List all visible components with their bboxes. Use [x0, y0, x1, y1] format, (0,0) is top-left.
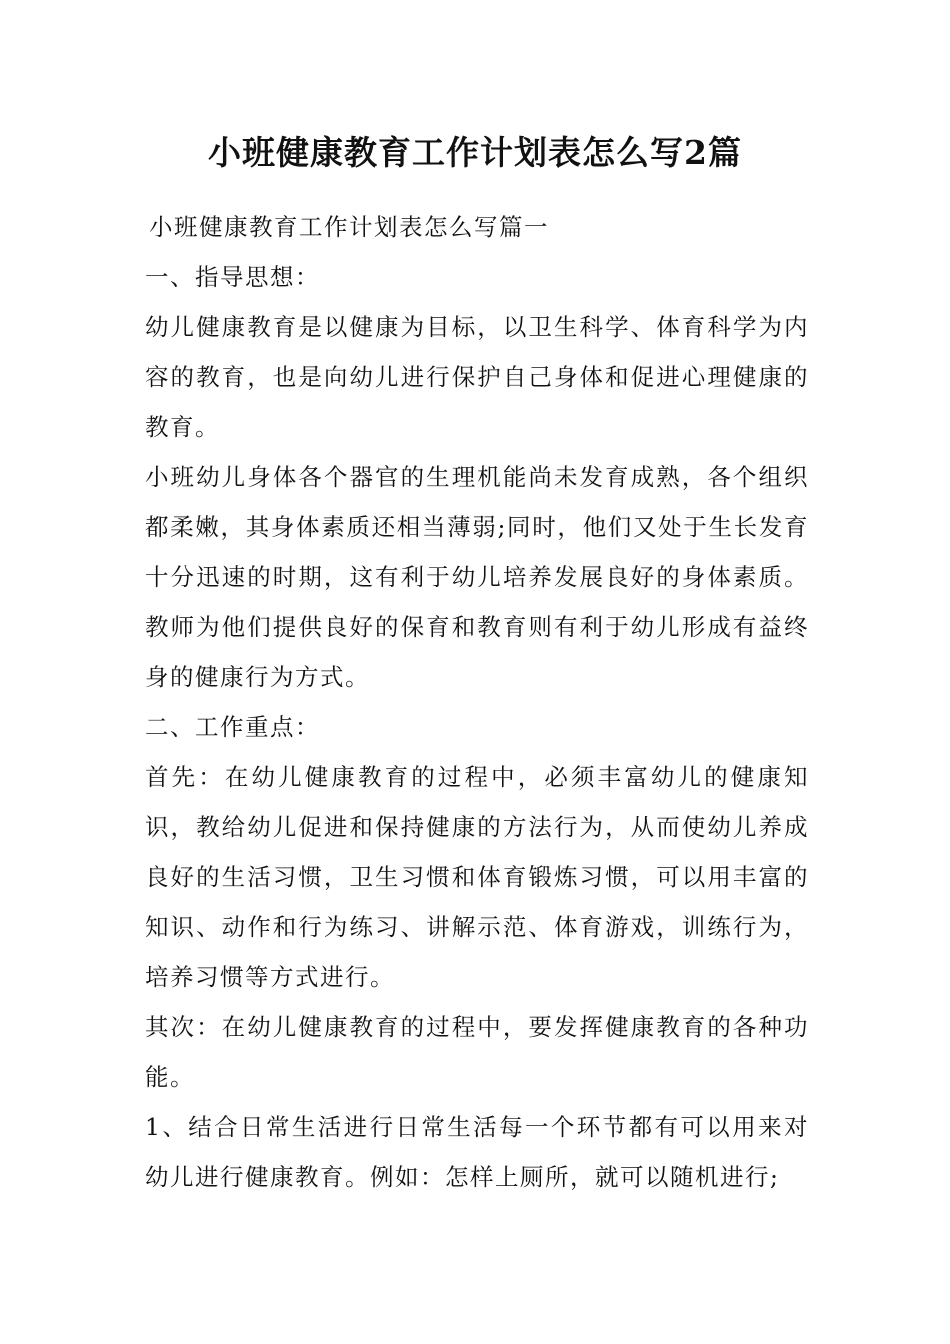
- paragraph: 首先：在幼儿健康教育的过程中，必须丰富幼儿的健康知识，教给幼儿促进和保持健康的方法行为，从而使幼儿养成良好的生活习惯，卫生习惯和体育锻炼习惯，可以用丰富的知识、动作和行为练习、讲解示范、体育游戏，训练行为，培养习惯等方式进行。: [145, 763, 809, 991]
- paragraph: 幼儿健康教育是以健康为目标，以卫生科学、体育科学为内容的教育，也是向幼儿进行保护自己身体和促进心理健康的教育。: [145, 313, 809, 441]
- document-body: [145, 202, 809, 1202]
- page-title: 小班健康教育工作计划表怎么写2篇: [208, 133, 742, 172]
- paragraph: 其次：在幼儿健康教育的过程中，要发挥健康教育的各种功能。: [145, 1013, 809, 1091]
- section-subtitle: 小班健康教育工作计划表怎么写篇一: [149, 213, 549, 241]
- heading-work-focus: 二、工作重点：: [145, 713, 320, 741]
- paragraph: 小班幼儿身体各个器官的生理机能尚未发育成熟，各个组织都柔嫩，其身体素质还相当薄弱;同时，他们又处于生长发育十分迅速的时期，这有利于幼儿培养发展良好的身体素质。教师为他们提供良好的保育和教育则有利于幼儿形成有益终身的健康行为方式。: [145, 463, 809, 691]
- heading-guiding-thought: 一、指导思想：: [145, 263, 320, 291]
- paragraph: 1、结合日常生活进行日常生活每一个环节都有可以用来对幼儿进行健康教育。例如：怎样上厕所，就可以随机进行;: [145, 1113, 809, 1191]
